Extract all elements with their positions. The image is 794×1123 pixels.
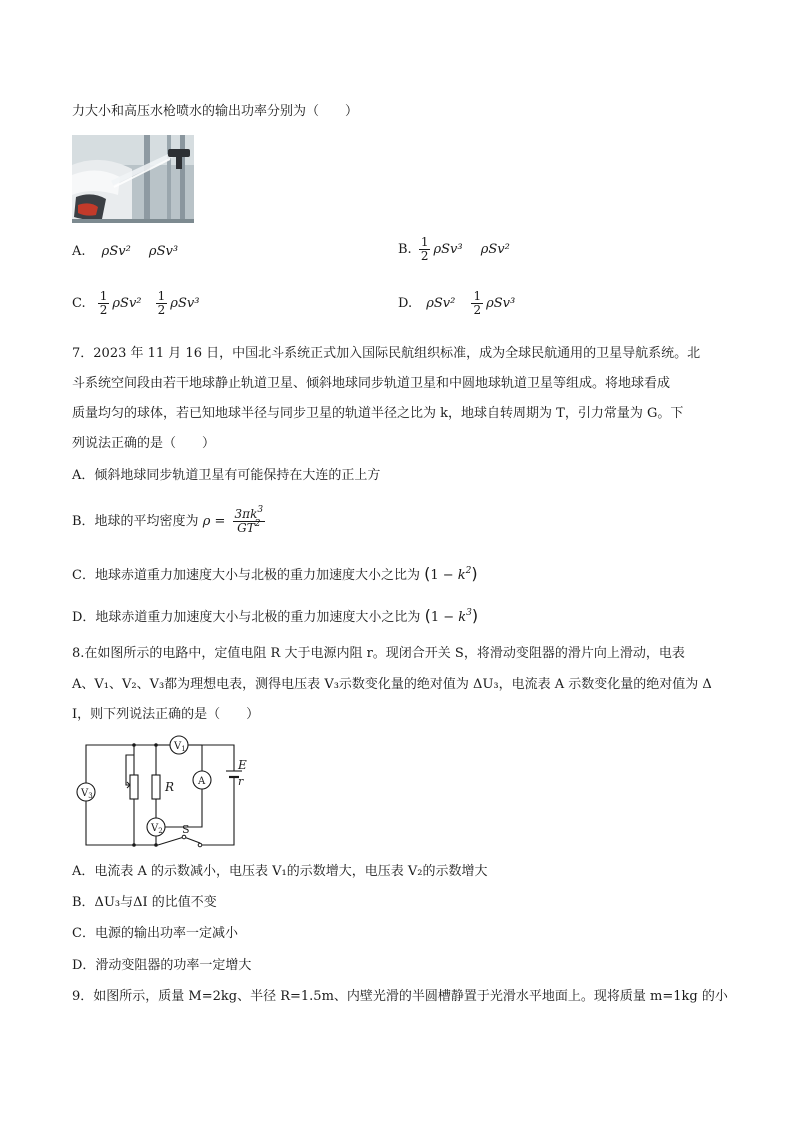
- q8-line-2: A、V₁、V₂、V₃都为理想电表，测得电压表 V₃示数变化量的绝对值为 ΔU₃，电流表 A 示数变化量的绝对值为 Δ: [72, 677, 712, 692]
- q7-line-3: 质量均匀的球体，若已知地球半径与同步卫星的轨道半径之比为 k，地球自转周期为 T，引力常量为 G。下: [72, 406, 684, 421]
- q6-option-b: [398, 236, 510, 263]
- q6-stem-tail: 力大小和高压水枪喷水的输出功率分别为（ ）: [72, 104, 359, 119]
- q8-line-3: I，则下列说法正确的是（ ）: [72, 707, 260, 722]
- q7-d-one: 1 −: [430, 610, 459, 625]
- q9-line-1: 9．如图所示，质量 M=2kg、半径 R=1.5m、内壁光滑的半圆槽静置于光滑水平地面上。现将质量 m=1kg 的小: [72, 989, 728, 1004]
- rheostat: [130, 775, 138, 799]
- q6-d-expr1: ρSv²: [426, 296, 456, 311]
- q6-a-label: A.: [72, 244, 86, 259]
- resistor-r: [152, 775, 160, 799]
- q7-b-rho: ρ: [202, 514, 211, 529]
- q7-c-one: 1 −: [430, 568, 458, 583]
- q6-option-d: [398, 290, 515, 317]
- q6-b-frac: $\frac{1}{2}$: [420, 235, 429, 263]
- v1-label: $V_1$: [174, 741, 186, 753]
- q8-option-d: D．滑动变阻器的功率一定增大: [72, 958, 252, 973]
- q6-b-expr1: ρSv³: [433, 242, 463, 257]
- q6-b-label: B.: [398, 242, 412, 257]
- q7-line-1: 7．2023 年 11 月 16 日，中国北斗系统正式加入国际民航组织标准，成为全球民航通用的卫星导航系统。北: [72, 346, 701, 361]
- q7-c-close: ): [471, 564, 478, 583]
- q7-option-c: [72, 565, 478, 585]
- q7-d-close: ): [471, 606, 479, 625]
- q8-option-b: B．ΔU₃与ΔI 的比值不变: [72, 895, 217, 910]
- v3-label: $V_3$: [81, 788, 93, 800]
- q6-a-expr2: ρSv³: [148, 244, 179, 259]
- q7-c-k: $k^2$: [457, 566, 472, 583]
- car-wash-image: [72, 135, 194, 223]
- q7-option-b: [72, 505, 268, 535]
- q7-line-4: 列说法正确的是（ ）: [72, 436, 216, 451]
- q7-line-2: 斗系统空间段由若干地球静止轨道卫星、倾斜地球同步轨道卫星和中圆地球轨道卫星等组成。将地球看成: [72, 376, 671, 391]
- q7-d-expr: (: [424, 606, 431, 625]
- q6-option-c: [72, 290, 199, 317]
- e-label: E: [238, 758, 247, 772]
- q7-b-eq: =: [214, 514, 226, 529]
- q7-b-text: B．地球的平均密度为: [72, 514, 199, 529]
- q6-c-expr1: ρSv²: [112, 296, 142, 311]
- q6-d-label: D.: [398, 296, 413, 311]
- q7-option-d: [72, 607, 478, 627]
- q7-option-a: A．倾斜地球同步轨道卫星有可能保持在大连的正上方: [72, 468, 381, 483]
- q6-d-expr2: ρSv³: [486, 296, 516, 311]
- q7-d-text: D．地球赤道重力加速度大小与北极的重力加速度大小之比为: [72, 610, 421, 625]
- q8-option-c: C．电源的输出功率一定减小: [72, 926, 238, 941]
- q8-option-a: A．电流表 A 的示数减小，电压表 V₁的示数增大，电压表 V₂的示数增大: [72, 864, 488, 879]
- q6-c-frac2: $\frac{1}{2}$: [157, 289, 166, 317]
- q6-b-expr2: ρSv²: [480, 242, 510, 257]
- v2-label: $V_2$: [151, 823, 163, 835]
- q6-c-expr2: ρSv³: [170, 296, 200, 311]
- r-small-label: r: [238, 775, 244, 788]
- a-label: A: [198, 776, 206, 787]
- water-gun-photo: [72, 135, 194, 223]
- q7-c-expr: (: [424, 564, 431, 583]
- q7-d-k: $k^3$: [458, 608, 472, 625]
- circuit-diagram: [72, 733, 257, 851]
- q6-a-expr1: ρSv²: [101, 244, 131, 259]
- q7-b-density-frac: $\frac{3\pi k^3}{GT^2}$: [234, 505, 264, 535]
- q8-line-1: 8.在如图所示的电路中，定值电阻 R 大于电源内阻 r。现闭合开关 S，将滑动变阻器的滑片向上滑动，电表: [72, 646, 685, 661]
- q7-c-text: C．地球赤道重力加速度大小与北极的重力加速度大小之比为: [72, 568, 420, 583]
- q6-d-frac: $\frac{1}{2}$: [473, 289, 482, 317]
- q6-c-frac1: $\frac{1}{2}$: [99, 289, 108, 317]
- s-label: S: [182, 823, 190, 836]
- q6-c-label: C.: [72, 296, 86, 311]
- q6-option-a: [72, 243, 178, 261]
- r-big-label: R: [165, 780, 175, 794]
